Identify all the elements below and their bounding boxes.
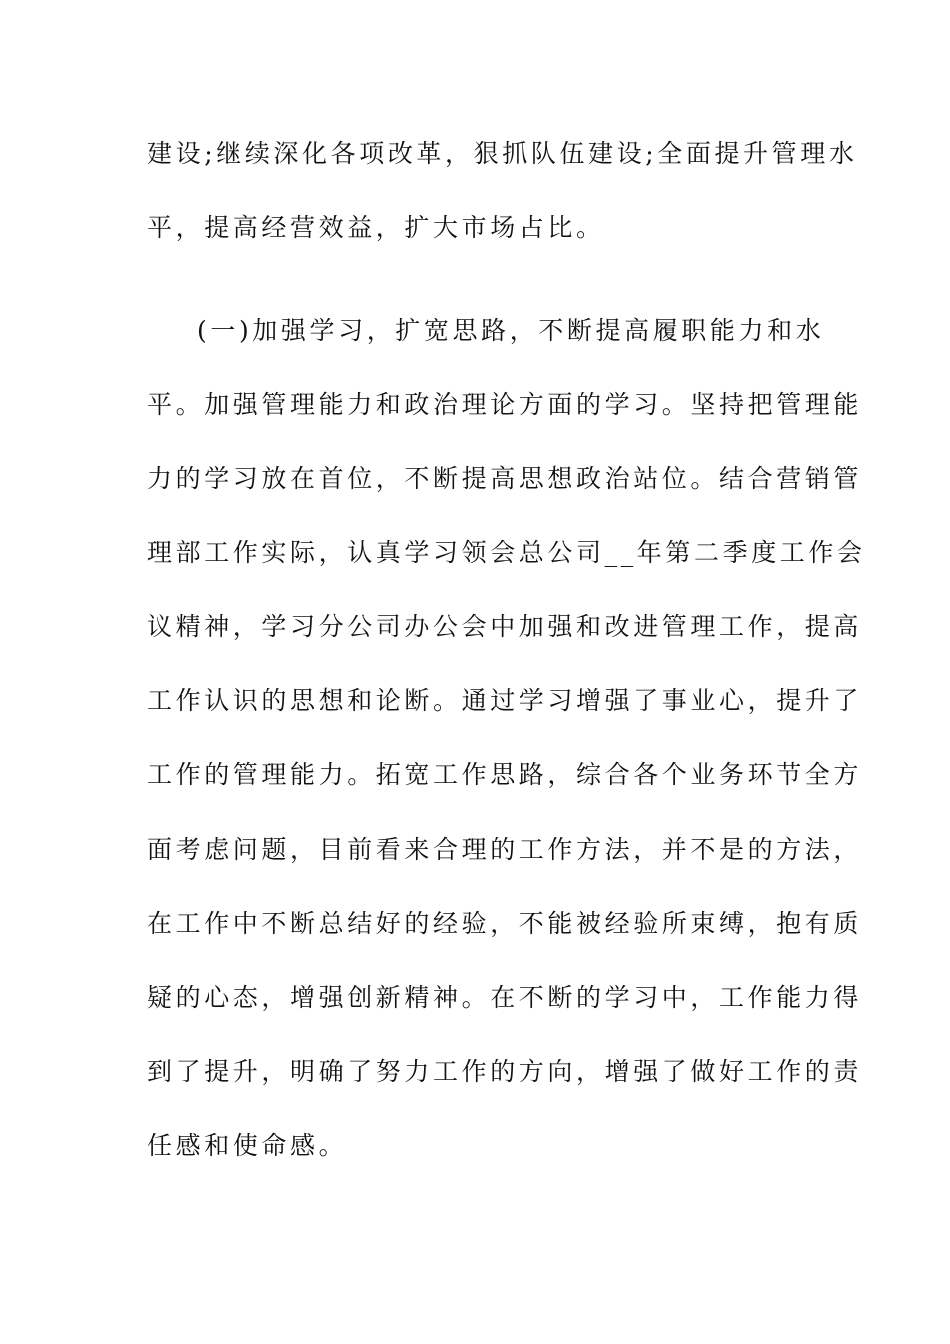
paragraph-line-2: 平，提高经营效益，扩大市场占比。: [147, 213, 605, 242]
paragraph-line-7: 工作认识的思想和论断。通过学习增强了事业心，提升了: [147, 686, 863, 715]
paragraph-line-1: 建设;继续深化各项改革，狠抓队伍建设;全面提升管理水: [147, 139, 858, 168]
paragraph-line-9: 面考虑问题，目前看来合理的工作方法，并不是的方法，: [147, 835, 863, 864]
paragraph-line-4: 力的学习放在首位，不断提高思想政治站位。结合营销管: [147, 464, 863, 493]
paragraph-line-5: 理部工作实际，认真学习领会总公司__年第二季度工作会: [147, 538, 866, 567]
paragraph-line-12: 到了提升，明确了努力工作的方向，增强了做好工作的责: [147, 1057, 863, 1086]
section-heading-line: (一)加强学习，扩宽思路，不断提高履职能力和水: [197, 316, 825, 345]
paragraph-line-13: 任感和使命感。: [147, 1131, 348, 1160]
paragraph-line-8: 工作的管理能力。拓宽工作思路，综合各个业务环节全方: [147, 760, 863, 789]
paragraph-line-10: 在工作中不断总结好的经验，不能被经验所束缚，抱有质: [147, 909, 863, 938]
paragraph-line-3: 平。加强管理能力和政治理论方面的学习。坚持把管理能: [147, 390, 863, 419]
paragraph-line-6: 议精神，学习分公司办公会中加强和改进管理工作，提高: [147, 612, 863, 641]
paragraph-line-11: 疑的心态，增强创新精神。在不断的学习中，工作能力得: [147, 983, 863, 1012]
